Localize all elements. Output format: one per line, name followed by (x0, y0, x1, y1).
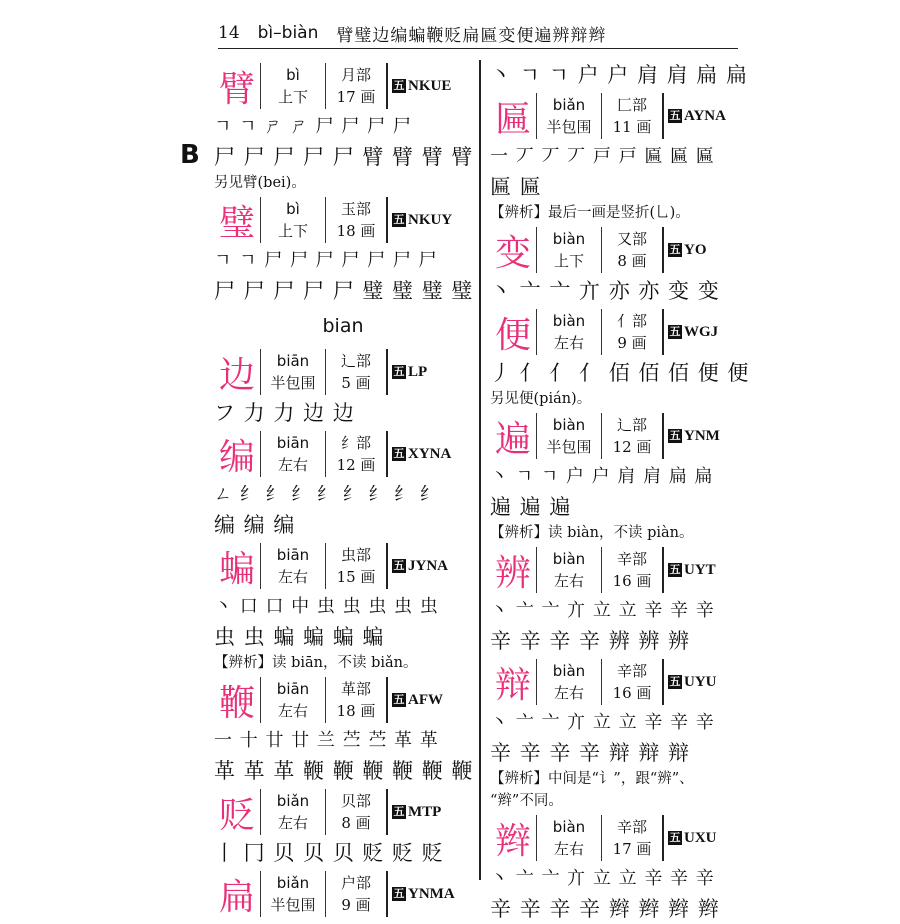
entry-radical: 玉部 (340, 200, 371, 218)
stroke-order: 丶 亠 亠 亣 立 立 辛 辛 辛 (490, 712, 715, 733)
entry-radical: 亻部 (616, 312, 647, 330)
wubi-code: UYT (684, 562, 716, 578)
entry-character: 边 (218, 354, 255, 396)
entry-pinyin: bì (286, 66, 300, 84)
stroke-order: 遍 遍 遍 (490, 495, 572, 519)
entry-structure: 上下 (553, 252, 584, 270)
entry-stroke-count: 8 画 (617, 252, 647, 270)
entry-pinyin: biān (276, 546, 310, 564)
wubi-code: LP (408, 364, 428, 380)
entry-stroke-count: 16 画 (612, 684, 652, 702)
entry-bian-change (490, 224, 736, 276)
stroke-order: ㄱ ㄱ ㄕ ㄕ 尸 尸 尸 尸 (214, 116, 412, 137)
entry-character: 变 (494, 232, 531, 274)
stroke-order: 丿 亻 亻 亻 佰 佰 佰 便 便 (490, 361, 750, 385)
entry-character: 扁 (218, 876, 255, 918)
entry-radical: 辛部 (616, 818, 647, 836)
entry-character: 贬 (218, 794, 255, 836)
entry-bian-flat (214, 868, 472, 920)
entry-stroke-count: 8 画 (341, 814, 371, 832)
wubi-code: YNM (684, 428, 720, 444)
stroke-order: 丶 亠 亠 亣 亦 亦 变 变 (490, 279, 720, 303)
entry-character: 蝙 (218, 548, 255, 590)
entry-character: 匾 (494, 98, 531, 140)
entry-note: 【辨析】读 biàn，不读 piàn。 (490, 525, 694, 541)
stroke-order: 辛 辛 辛 辛 辫 辫 辫 辫 (490, 897, 720, 921)
wubi-icon: 五 (393, 560, 405, 572)
entry-radical: 纟部 (340, 434, 371, 452)
entry-stroke-count: 18 画 (336, 222, 376, 240)
entry-radical: 又部 (616, 230, 647, 248)
stroke-order: 辛 辛 辛 辛 辩 辩 辩 (490, 741, 691, 765)
entry-stroke-count: 16 画 (612, 572, 652, 590)
wubi-icon: 五 (393, 888, 405, 900)
entry-radical: 户部 (340, 874, 371, 892)
entry-structure: 左右 (553, 334, 584, 352)
stroke-order: フ 力 力 边 边 (214, 401, 355, 425)
wubi-icon: 五 (393, 448, 405, 460)
entry-structure: 左右 (277, 814, 308, 832)
wubi-code: MTP (408, 804, 442, 820)
entry-bian-convenient (490, 306, 736, 358)
entry-pinyin: biàn (552, 416, 586, 434)
entry-radical: 辶部 (340, 352, 371, 370)
wubi-code: UYU (684, 674, 717, 690)
entry-stroke-count: 15 画 (336, 568, 376, 586)
entry-stroke-count: 5 画 (341, 374, 371, 392)
entry-radical: 辛部 (616, 550, 647, 568)
entry-character: 编 (218, 436, 255, 478)
wubi-icon: 五 (669, 676, 681, 688)
entry-bian-edit (214, 428, 472, 480)
right-column (490, 60, 750, 924)
stroke-order: 一 十 廿 廿 兰 苎 苎 革 革 (214, 730, 439, 751)
entry-note: “辫”不同。 (490, 793, 563, 809)
entry-structure: 左右 (553, 840, 584, 858)
wubi-icon: 五 (669, 430, 681, 442)
entry-radical: 革部 (340, 680, 371, 698)
entry-character: 鞭 (218, 682, 255, 724)
stroke-order: 编 编 编 (214, 513, 296, 537)
entry-character: 辫 (494, 820, 531, 862)
entry-bian-distinguish (490, 544, 736, 596)
entry-character: 便 (494, 314, 531, 356)
entry-structure: 左右 (277, 702, 308, 720)
entry-bi-arm (214, 60, 472, 112)
entry-radical: 辛部 (616, 662, 647, 680)
wubi-code: UXU (684, 830, 717, 846)
entry-stroke-count: 18 画 (336, 702, 376, 720)
entry-structure: 左右 (553, 572, 584, 590)
stroke-order: 虫 虫 蝙 蝙 蝙 蝙 (214, 625, 385, 649)
wubi-icon: 五 (393, 214, 405, 226)
entry-bian-belittle (214, 786, 472, 838)
entry-note: 另见臂(bei)。 (214, 175, 306, 191)
entry-structure: 半包围 (546, 438, 592, 456)
wubi-icon: 五 (393, 366, 405, 378)
entry-stroke-count: 12 画 (336, 456, 376, 474)
entry-stroke-count: 11 画 (612, 118, 652, 136)
wubi-icon: 五 (669, 832, 681, 844)
stroke-order: 丶 亠 亠 亣 立 立 辛 辛 辛 (490, 600, 715, 621)
stroke-order: 尸 尸 尸 尸 尸 臂 臂 臂 臂 (214, 145, 474, 169)
wubi-code: NKUY (408, 212, 453, 228)
stroke-order: 一 丆 丆 丆 戸 戸 匾 匾 匾 (490, 146, 715, 167)
wubi-code: AFW (408, 692, 443, 708)
entry-pinyin: biǎn (276, 874, 310, 892)
entry-bian-everywhere (490, 410, 736, 462)
entry-note: 【辨析】读 biān，不读 biǎn。 (214, 655, 418, 671)
entry-stroke-count: 9 画 (341, 896, 371, 914)
stroke-order: 丶 口 口 中 虫 虫 虫 虫 虫 (214, 596, 439, 617)
stroke-order: 丶 亠 亠 亣 立 立 辛 辛 辛 (490, 868, 715, 889)
page-number: 14 (218, 23, 240, 43)
entry-pinyin: biān (276, 680, 310, 698)
entry-character: 辩 (494, 664, 531, 706)
wubi-code: NKUE (408, 78, 452, 94)
entry-character: 辨 (494, 552, 531, 594)
entry-stroke-count: 17 画 (612, 840, 652, 858)
entry-structure: 半包围 (270, 374, 316, 392)
entry-bian-side (214, 346, 472, 398)
stroke-order: 匾 匾 (490, 175, 542, 199)
entry-radical: 贝部 (340, 792, 371, 810)
entry-bi-jade (214, 194, 472, 246)
wubi-icon: 五 (393, 80, 405, 92)
wubi-code: AYNA (684, 108, 726, 124)
wubi-code: XYNA (408, 446, 452, 462)
entry-radical: 月部 (340, 66, 371, 84)
stroke-order: 丶 ㄱ ㄱ 户 户 肩 肩 扁 扁 (490, 466, 714, 487)
entry-bian-plaque (490, 90, 736, 142)
stroke-order: 丨 冂 贝 贝 贝 贬 贬 贬 (214, 841, 444, 865)
entry-structure: 半包围 (546, 118, 592, 136)
entry-structure: 半包围 (270, 896, 316, 914)
entry-character: 遍 (494, 418, 531, 460)
entry-pinyin: bì (286, 200, 300, 218)
entry-radical: 辶部 (616, 416, 647, 434)
section-letter: B (180, 140, 200, 170)
entry-bian-bat (214, 540, 472, 592)
wubi-icon: 五 (393, 806, 405, 818)
entry-stroke-count: 12 画 (612, 438, 652, 456)
entry-structure: 左右 (277, 568, 308, 586)
entry-pinyin: biàn (552, 662, 586, 680)
entry-pinyin: biān (276, 352, 310, 370)
entry-pinyin: biàn (552, 230, 586, 248)
entry-bian-whip (214, 674, 472, 726)
wubi-icon: 五 (393, 694, 405, 706)
entry-pinyin: biàn (552, 550, 586, 568)
wubi-code: YO (684, 242, 707, 258)
entry-pinyin: biān (276, 434, 310, 452)
header-characters: 臂璧边编蝙鞭贬扁匾变便遍辨辩辫 (336, 25, 607, 46)
wubi-icon: 五 (669, 110, 681, 122)
entry-pinyin: biàn (552, 312, 586, 330)
entry-pinyin: biǎn (552, 96, 586, 114)
entry-structure: 左右 (277, 456, 308, 474)
stroke-order: ㄥ 纟 纟 纟 纟 纟 纟 纟 纟 (214, 484, 439, 505)
wubi-icon: 五 (669, 326, 681, 338)
wubi-icon: 五 (669, 244, 681, 256)
entry-radical: 虫部 (340, 546, 371, 564)
entry-structure: 上下 (277, 222, 308, 240)
stroke-order: 丶 ㄱ ㄱ 户 户 肩 肩 扁 扁 (490, 63, 748, 87)
entry-radical: 匚部 (616, 96, 647, 114)
wubi-icon: 五 (669, 564, 681, 576)
wubi-code: WGJ (684, 324, 719, 340)
entry-bian-debate (490, 656, 736, 708)
section-title: bian (322, 315, 364, 337)
column-divider (479, 60, 481, 880)
entry-character: 璧 (218, 202, 255, 244)
wubi-code: YNMA (408, 886, 455, 902)
entry-stroke-count: 9 画 (617, 334, 647, 352)
entry-bian-braid (490, 812, 736, 864)
stroke-order: 辛 辛 辛 辛 辨 辨 辨 (490, 629, 691, 653)
entry-pinyin: biǎn (276, 792, 310, 810)
entry-note: 【辨析】最后一画是竖折(乚)。 (490, 205, 690, 221)
wubi-code: JYNA (408, 558, 448, 574)
entry-pinyin: biàn (552, 818, 586, 836)
left-column (214, 60, 472, 920)
entry-structure: 左右 (553, 684, 584, 702)
stroke-order: 尸 尸 尸 尸 尸 璧 璧 璧 璧 (214, 279, 474, 303)
entry-structure: 上下 (277, 88, 308, 106)
stroke-order: ㄱ ㄱ 尸 尸 尸 尸 尸 尸 尸 (214, 250, 438, 271)
entry-character: 臂 (218, 68, 255, 110)
entry-note: 另见便(pián)。 (490, 391, 592, 407)
entry-stroke-count: 17 画 (336, 88, 376, 106)
entry-note: 【辨析】中间是“讠”，跟“辨”、 (490, 771, 694, 787)
stroke-order: 革 革 革 鞭 鞭 鞭 鞭 鞭 鞭 (214, 759, 474, 783)
pinyin-range: bì–biàn (257, 23, 319, 43)
page-header (218, 18, 738, 49)
